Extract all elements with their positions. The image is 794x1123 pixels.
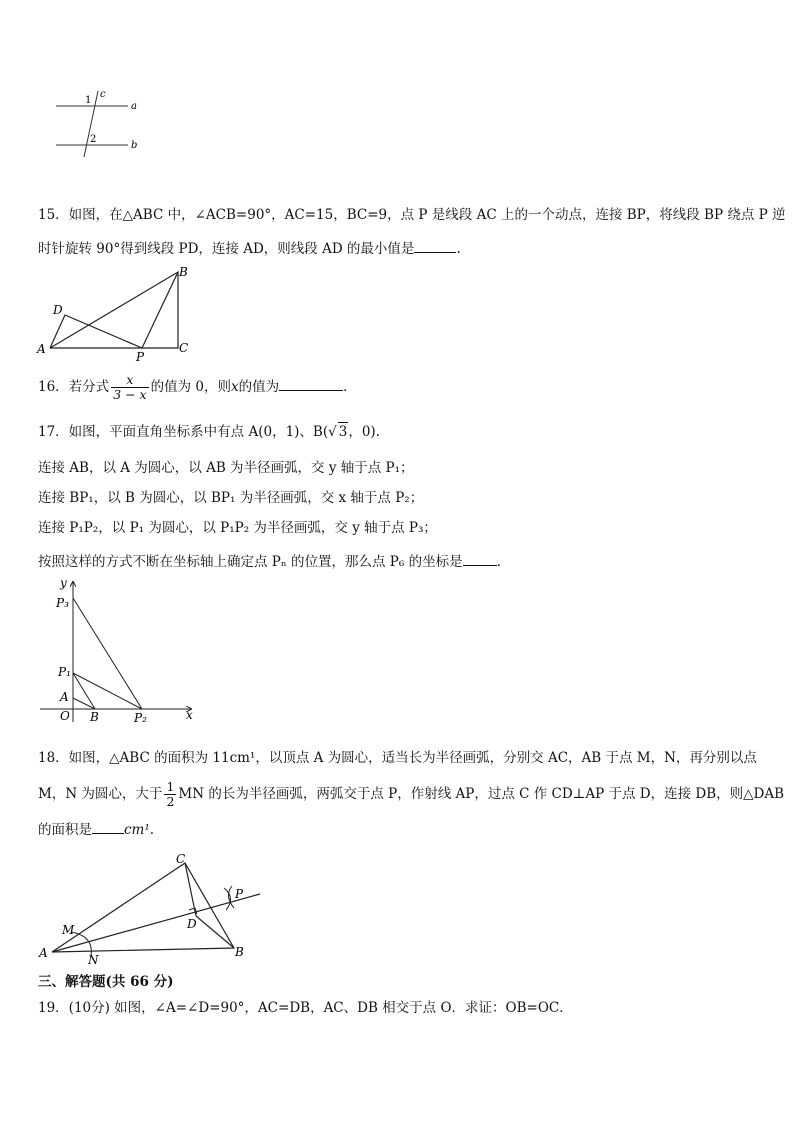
figure-parallel-lines (50, 85, 150, 160)
q16-var: x (231, 379, 239, 395)
label-b: b (131, 140, 138, 151)
q17-line-1: 17．如图，平面直角坐标系中有点 A(0，1)、B(√ 3，0). (38, 424, 380, 440)
q17-line-1-post: ，0). (348, 424, 380, 440)
q17-line-2: 连接 AB，以 A 为圆心，以 AB 为半径画弧，交 y 轴于点 P₁； (38, 460, 414, 476)
q17-line-5 (38, 553, 501, 571)
q16-fraction-den: 3 − x (113, 387, 147, 402)
q15-end: . (456, 241, 461, 257)
q15-label-A: A (37, 342, 46, 356)
q16-fraction-num: x (111, 373, 148, 388)
q17-line-5-text: 按照这样的方式不断在坐标轴上确定点 Pₙ 的位置，那么点 P₆ 的坐标是 (38, 554, 463, 570)
q17-label-x: x (186, 708, 193, 722)
q17-label-P1: P₁ (58, 665, 71, 679)
q15-label-B: B (179, 265, 188, 279)
q15-line-2-text: 时针旋转 90°得到线段 PD，连接 AD，则线段 AD 的最小值是 (38, 241, 415, 257)
q16-end: . (343, 379, 348, 395)
q17-label-P3: P₃ (56, 596, 69, 610)
q18-line-2-post: MN 的长为半径画弧，两弧交于点 P，作射线 AP，过点 C 作 CD⊥AP 于点 D，连接 DB，则△DAB (178, 786, 785, 802)
q17-line-1-pre: 17．如图，平面直角坐标系中有点 A(0，1)、B( (38, 424, 329, 440)
q18-fraction-den: 2 (166, 794, 175, 809)
label-angle-2: 2 (90, 134, 97, 145)
q18-label-C: C (176, 852, 186, 866)
q18-line-3 (38, 821, 154, 839)
q18-fraction (164, 780, 176, 809)
q19-line: 19．(10分) 如图，∠A=∠D=90°，AC=DB，AC、DB 相交于点 O．求证：OB=OC． (38, 1000, 573, 1016)
q18-label-D: D (187, 917, 197, 931)
figure-q17-coordinate (36, 576, 201, 726)
label-c: c (100, 89, 106, 100)
q18-label-A: A (39, 946, 48, 960)
q15-line-2 (38, 240, 461, 258)
q17-label-O: O (60, 709, 70, 723)
q16-post: 的值为 (238, 379, 280, 395)
q16-line (38, 372, 347, 402)
q15-line-1: 15．如图，在△ABC 中，∠ACB=90°，AC=15，BC=9，点 P 是线段 AC 上的一个动点，连接 BP，将线段 BP 绕点 P 逆 (38, 207, 786, 223)
figure-q18-triangle (36, 850, 276, 968)
label-angle-1: 1 (85, 95, 92, 106)
segment-db (196, 916, 234, 948)
q15-label-P: P (136, 350, 145, 364)
q18-label-M: M (62, 923, 75, 937)
q16-fraction (111, 373, 148, 402)
q17-end: . (496, 554, 501, 570)
q17-line-3: 连接 BP₁，以 B 为圆心，以 BP₁ 为半径画弧，交 x 轴于点 P₂； (38, 490, 424, 506)
q17-answer-blank (463, 553, 497, 566)
q18-fraction-num: 1 (166, 779, 175, 794)
section-3-heading: 三、解答题(共 66 分) (38, 974, 174, 990)
q18-line-2-pre: M，N 为圆心，大于 (38, 786, 163, 802)
figure-q15-triangle (36, 264, 196, 362)
q17-label-B: B (90, 710, 99, 724)
segment-bp (142, 272, 178, 348)
segment-p3-p2 (73, 598, 142, 709)
q16-mid: 的值为 0，则 (150, 379, 232, 395)
q18-line-3-post: cm¹. (124, 822, 155, 838)
q15-label-C: C (179, 341, 189, 355)
q18-answer-blank (92, 821, 124, 834)
q17-sqrt: 3 (338, 424, 348, 440)
q18-line-1: 18．如图，△ABC 的面积为 11cm¹，以顶点 A 为圆心，适当长为半径画弧，分别交 AC，AB 于点 M，N，再分别以点 (38, 750, 757, 766)
q17-label-P2: P₂ (134, 711, 147, 725)
q16-answer-blank (279, 378, 343, 391)
q15-answer-blank (414, 240, 456, 253)
triangle-abc-q18 (52, 863, 234, 952)
q16-pre: 16．若分式 (38, 379, 110, 395)
q17-label-A: A (60, 690, 69, 704)
q18-label-B: B (235, 945, 244, 959)
q15-label-D: D (53, 303, 63, 317)
label-a: a (131, 101, 137, 112)
q18-line-3-pre: 的面积是 (38, 822, 92, 838)
q18-label-P: P (235, 887, 244, 901)
segment-dp-ad (50, 315, 142, 348)
q17-line-4: 连接 P₁P₂，以 P₁ 为圆心，以 P₁P₂ 为半径画弧，交 y 轴于点 P₃； (38, 520, 437, 536)
q18-line-2 (38, 778, 784, 810)
q18-label-N: N (88, 953, 99, 967)
q17-label-y: y (60, 576, 67, 590)
